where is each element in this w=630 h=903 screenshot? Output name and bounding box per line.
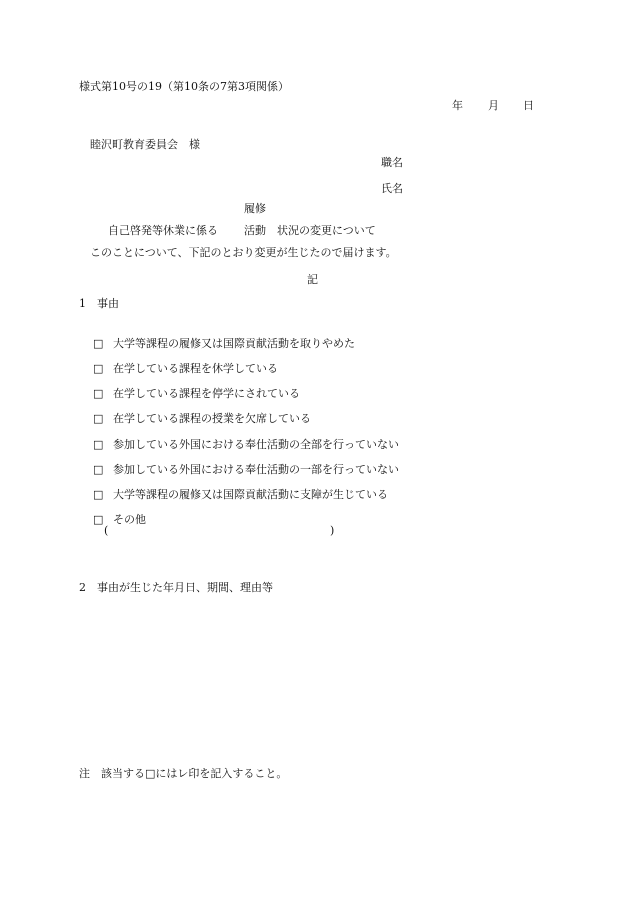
other-close-paren: ) — [330, 524, 335, 537]
addressee: 睦沢町教育委員会 様 — [90, 138, 200, 151]
reason-label: 参加している外国における奉仕活動の一部を行っていない — [113, 463, 399, 476]
other-open-paren: ( — [104, 524, 109, 537]
name-label: 氏名 — [381, 182, 403, 195]
note-text: 注 該当する□にはレ印を記入すること。 — [79, 767, 288, 780]
reason-label: 参加している外国における奉仕活動の全部を行っていない — [113, 438, 399, 451]
date-day: 日 — [523, 99, 534, 112]
checkbox[interactable]: □ — [93, 387, 104, 400]
reason-label: 在学している課程を停学にされている — [113, 387, 300, 400]
reason-label: 在学している課程を休学している — [113, 362, 278, 375]
subject-annotation: 履修 — [244, 202, 266, 215]
intro-text: このことについて、下記のとおり変更が生じたので届けます。 — [90, 246, 397, 259]
checkbox[interactable]: □ — [93, 488, 104, 501]
checkbox[interactable]: □ — [93, 337, 104, 350]
checkbox[interactable]: □ — [93, 513, 104, 526]
checkbox[interactable]: □ — [93, 463, 104, 476]
checkbox[interactable]: □ — [93, 412, 104, 425]
reason-label: 大学等課程の履修又は国際貢献活動を取りやめた — [113, 337, 355, 350]
reason-label: 大学等課程の履修又は国際貢献活動に支障が生じている — [113, 488, 388, 501]
date-year: 年 — [452, 99, 463, 112]
other-details-field[interactable] — [114, 522, 326, 540]
section1-title: 1 事由 — [79, 297, 119, 310]
subject-part1: 自己啓発等休業に係る — [108, 224, 218, 237]
form-id: 様式第10号の19（第10条の7第3項関係） — [79, 80, 289, 93]
subject-part2: 活動 状況の変更について — [244, 224, 376, 237]
checkbox[interactable]: □ — [93, 438, 104, 451]
checkbox[interactable]: □ — [93, 362, 104, 375]
section2-title: 2 事由が生じた年月日、期間、理由等 — [79, 581, 273, 594]
position-label: 職名 — [381, 156, 403, 169]
date-month: 月 — [488, 99, 499, 112]
ki-heading: 記 — [307, 273, 318, 286]
reason-label: その他 — [113, 513, 146, 526]
section2-answer-area[interactable] — [79, 600, 549, 755]
reason-label: 在学している課程の授業を欠席している — [113, 412, 311, 425]
